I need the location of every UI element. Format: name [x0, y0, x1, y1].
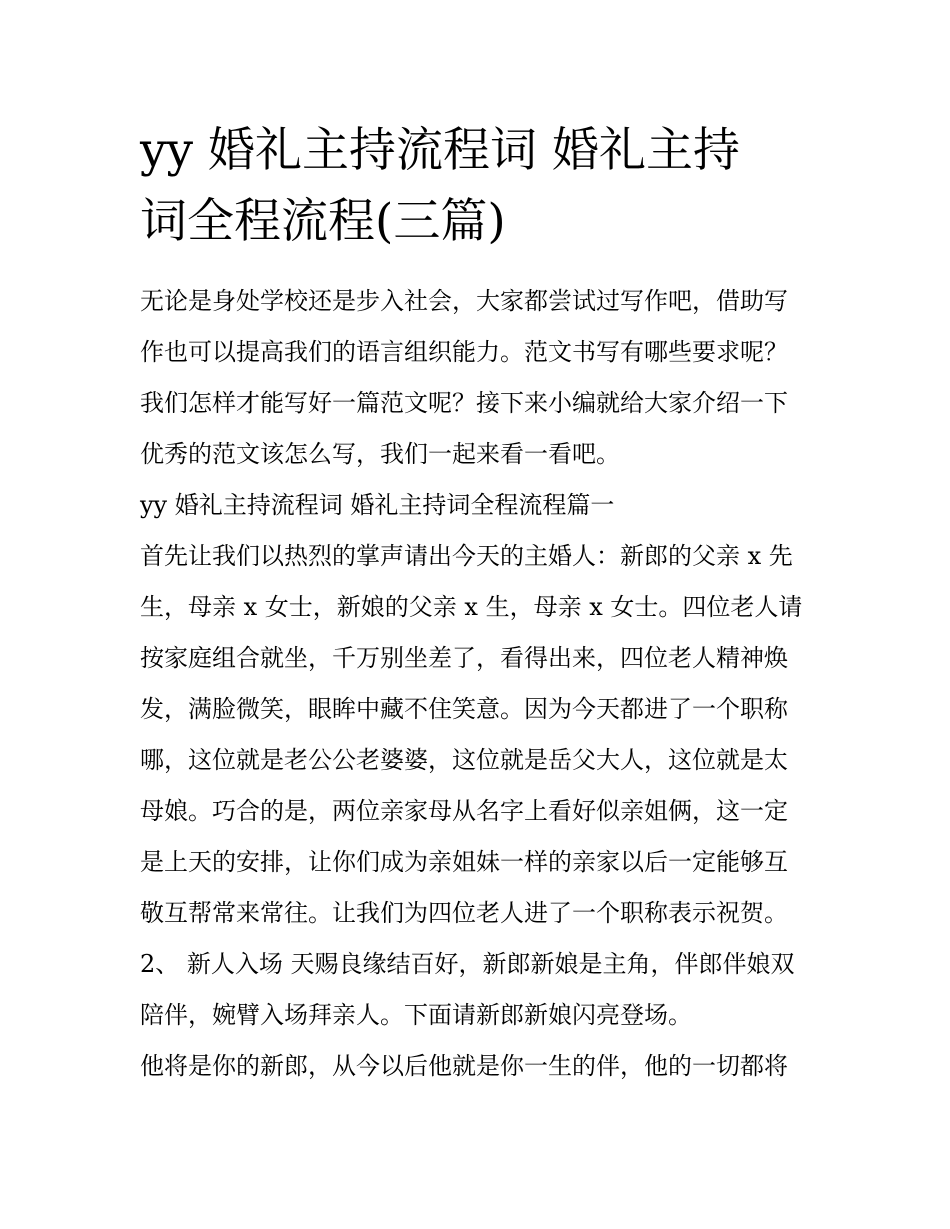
document-body	[140, 276, 820, 1092]
section-heading: yy 婚礼主持流程词 婚礼主持词全程流程篇一	[140, 491, 615, 519]
document-title	[140, 115, 820, 257]
intro-line-2: 作也可以提高我们的语言组织能力。范文书写有哪些要求呢？	[140, 338, 788, 366]
title-line-1: yy 婚礼主持流程词 婚礼主持	[140, 123, 740, 178]
intro-line-1: 无论是身处学校还是步入社会，大家都尝试过写作吧，借助写	[140, 287, 788, 315]
paragraph-line-2: 生，母亲 x 女士，新娘的父亲 x 生，母亲 x 女士。四位老人请	[140, 593, 803, 621]
intro-line-4: 优秀的范文该怎么写，我们一起来看一看吧。	[140, 440, 620, 468]
paragraph-line-7: 是上天的安排，让你们成为亲姐妹一样的亲家以后一定能够互	[140, 848, 788, 876]
numbered-item-line-1: 2、 新人入场 天赐良缘结百好，新郎新娘是主角，伴郎伴娘双	[140, 950, 795, 978]
paragraph-line-5: 哪，这位就是老公公老婆婆，这位就是岳父大人，这位就是太	[140, 746, 788, 774]
paragraph-line-4: 发，满脸微笑，眼眸中藏不住笑意。因为今天都进了一个职称	[140, 695, 788, 723]
paragraph-line-8: 敬互帮常来常往。让我们为四位老人进了一个职称表示祝贺。	[140, 899, 788, 927]
numbered-item-line-2: 陪伴，婉臂入场拜亲人。下面请新郎新娘闪亮登场。	[140, 1001, 692, 1029]
paragraph-last-line: 他将是你的新郎，从今以后他就是你一生的伴，他的一切都将	[140, 1052, 788, 1080]
paragraph-line-6: 母娘。巧合的是，两位亲家母从名字上看好似亲姐俩，这一定	[140, 797, 788, 825]
paragraph-line-3: 按家庭组合就坐，千万别坐差了，看得出来，四位老人精神焕	[140, 644, 788, 672]
paragraph-line-1: 首先让我们以热烈的掌声请出今天的主婚人：新郎的父亲 x 先	[140, 542, 793, 570]
title-line-2: 词全程流程(三篇)	[140, 194, 506, 249]
intro-line-3: 我们怎样才能写好一篇范文呢？接下来小编就给大家介绍一下	[140, 389, 788, 417]
